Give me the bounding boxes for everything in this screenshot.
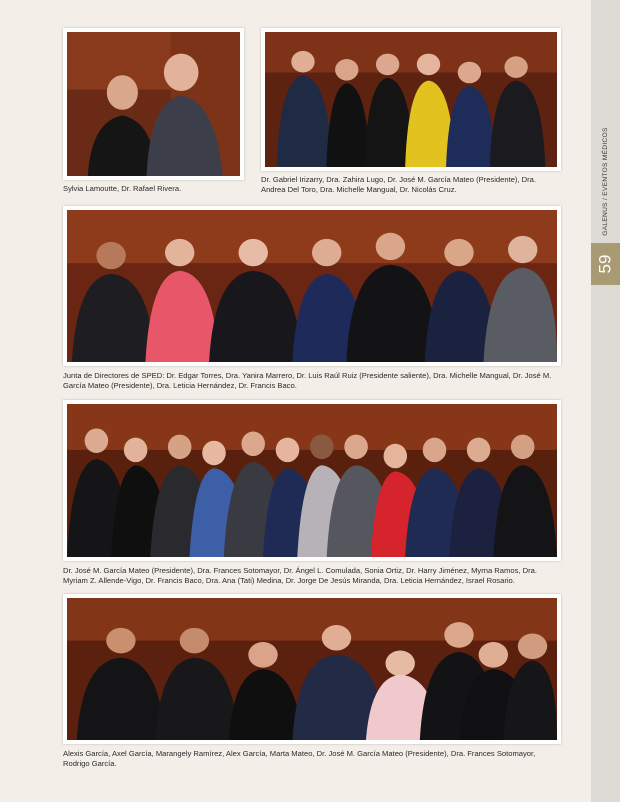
section-label-text: GALENUS / EVENTOS MÉDICOS bbox=[602, 126, 610, 236]
photo-4 bbox=[63, 400, 561, 561]
photo-1-image bbox=[67, 32, 240, 176]
right-sidebar bbox=[591, 0, 620, 802]
photo-2 bbox=[261, 28, 561, 171]
page-number-tab bbox=[591, 243, 620, 285]
photo-5 bbox=[63, 594, 561, 744]
photo-2-caption: Dr. Gabriel Irizarry, Dra. Zahira Lugo, Dr. José M. García Mateo (Presidente), Dra. Andrea Del Toro, Dra. Michelle Mangual, Dr. Nicolás Cruz. bbox=[261, 175, 537, 194]
photo-3-caption: Junta de Directores de SPED: Dr. Edgar Torres, Dra. Yanira Marrero, Dr. Luis Raúl Ruiz (Presidente saliente), Dra. Michelle Mangual, Dr. José M. García Mateo (Presidente), Dra. Leticia Hernández, Dr. Francis Baco. bbox=[63, 371, 552, 390]
photo-4-image bbox=[67, 404, 557, 557]
photo-2-image bbox=[265, 32, 557, 167]
photo-3-image bbox=[67, 210, 557, 362]
photo-5-image bbox=[67, 598, 557, 740]
photo-5-caption: Alexis García, Axel García, Marangely Ramírez, Alex García, Marta Mateo, Dr. José M. García Mateo (Presidente), Dra. Frances Sotomayor, Rodrigo García. bbox=[63, 749, 536, 768]
photo-1 bbox=[63, 28, 244, 180]
photo-4-caption: Dr. José M. García Mateo (Presidente), Dra. Frances Sotomayor, Dr. Ángel L. Comulada, Sonia Ortiz, Dr. Harry Jiménez, Myrna Ramos, Dra. Myriam Z. Allende-Vigo, Dr. Francis Baco, Dra. Ana (Tati) Medina, Dr. Jorge De Jesús Miranda, Dra. Leticia Hernández, Israel Rosario. bbox=[63, 566, 537, 585]
page-number: 59 bbox=[595, 254, 615, 274]
photo-3 bbox=[63, 206, 561, 366]
photo-1-caption: Sylvia Lamoutte, Dr. Rafael Rivera. bbox=[63, 184, 182, 193]
section-label bbox=[591, 122, 620, 240]
